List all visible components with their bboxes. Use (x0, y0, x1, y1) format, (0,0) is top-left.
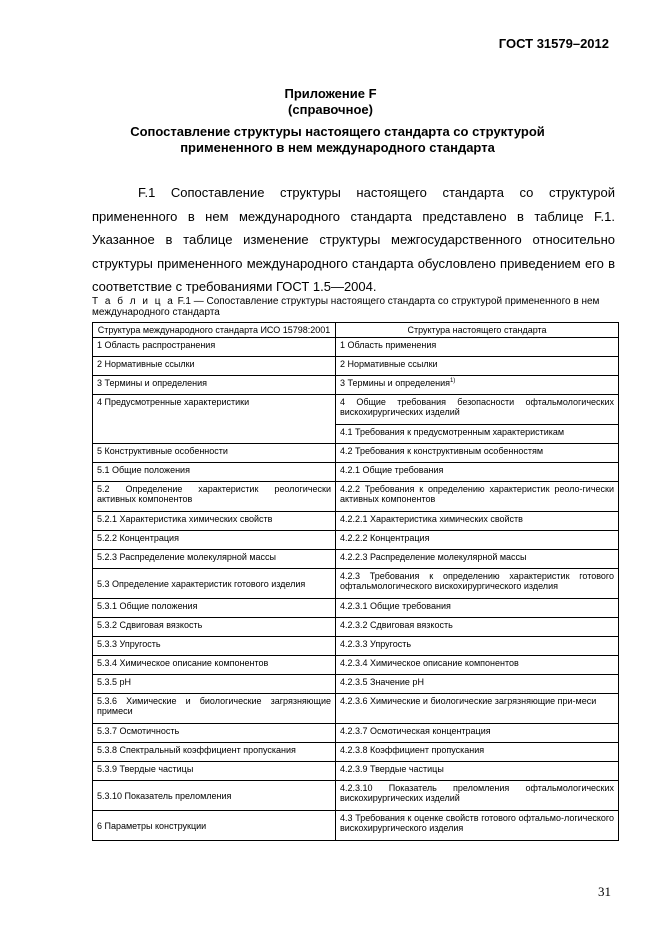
cell-iso: 4 Предусмотренные характеристики (93, 395, 336, 444)
table-row (93, 781, 619, 811)
table-caption (92, 296, 617, 318)
appendix-subtitle: (справочное) (288, 102, 373, 117)
cell-iso: 5.3.5 pH (93, 675, 336, 694)
table-row (93, 482, 619, 512)
cell-gost: 4.3 Требования к оценке свойств готового офтальмо-логического вискохирургического изделия (336, 811, 619, 841)
section-title-line2: примененного в нем международного стандарта (180, 140, 495, 155)
table-row (93, 463, 619, 482)
table-row (93, 599, 619, 618)
table-row (93, 694, 619, 724)
table-row (93, 376, 619, 395)
section-title (60, 124, 615, 156)
cell-gost: 4.2.3.3 Упругость (336, 637, 619, 656)
cell-gost: 4.2.2.1 Характеристика химических свойств (336, 512, 619, 531)
caption-label: Т а б л и ц а (92, 296, 175, 307)
cell-iso: 5.3.3 Упругость (93, 637, 336, 656)
cell-gost: 4 Общие требования безопасности офтальмологических вискохирургических изделий (336, 395, 619, 425)
table-row (93, 618, 619, 637)
cell-iso: 5.3.7 Осмотичность (93, 724, 336, 743)
cell-gost: 4.2.3.6 Химические и биологические загрязняющие при-меси (336, 694, 619, 724)
cell-gost: 4.2.3.9 Твердые частицы (336, 762, 619, 781)
cell-gost: 4.2.3.2 Сдвиговая вязкость (336, 618, 619, 637)
cell-iso: 5.2.2 Концентрация (93, 531, 336, 550)
cell-gost: 4.2.3.1 Общие требования (336, 599, 619, 618)
caption-text: — Сопоставление структуры настоящего стандарта со структурой примененного в нем международного стандарта (92, 296, 600, 318)
table-row (93, 762, 619, 781)
cell-gost: 4.2.2.2 Концентрация (336, 531, 619, 550)
table-row (93, 512, 619, 531)
cell-iso: 6 Параметры конструкции (93, 811, 336, 841)
footnote-marker: 1) (449, 378, 456, 384)
cell-gost: 4.2.1 Общие требования (336, 463, 619, 482)
intro-paragraph (92, 181, 615, 299)
cell-gost (336, 376, 619, 395)
col-header-iso: Структура международного стандарта ИСО 15798:2001 (93, 323, 336, 338)
table-row (93, 675, 619, 694)
cell-gost: 4.2 Требования к конструктивным особенностям (336, 444, 619, 463)
cell-iso: 5.3.9 Твердые частицы (93, 762, 336, 781)
cell-iso: 5.2.3 Распределение молекулярной массы (93, 550, 336, 569)
table-row (93, 395, 619, 425)
cell-iso: 5.2.1 Характеристика химических свойств (93, 512, 336, 531)
table-row (93, 531, 619, 550)
cell-gost: 4.2.3.8 Коэффициент пропускания (336, 743, 619, 762)
table-row (93, 338, 619, 357)
cell-iso: 5.2 Определение характеристик реологически активных компонентов (93, 482, 336, 512)
cell-gost: 4.2.3.5 Значение pH (336, 675, 619, 694)
cell-iso: 1 Область распространения (93, 338, 336, 357)
intro-text: F.1 Сопоставление структуры настоящего стандарта со структурой примененного в нем международного стандарта представлено в таблице F.1. Указанное в таблице изменение структуры межгосударственного относительно структуры примененного международного стандарта обусловлено приведением его в соответствие с требованиями ГОСТ 1.5—2004. (92, 185, 615, 294)
caption-number: F.1 (177, 296, 191, 307)
cell-gost: 2 Нормативные ссылки (336, 357, 619, 376)
cell-gost: 4.2.2.3 Распределение молекулярной массы (336, 550, 619, 569)
cell-iso: 5.3.1 Общие положения (93, 599, 336, 618)
cell-iso: 5.1 Общие положения (93, 463, 336, 482)
table-row (93, 444, 619, 463)
cell-gost: 4.2.3 Требования к определению характеристик готового офтальмологического вискохирургического изделия (336, 569, 619, 599)
cell-iso: 5.3 Определение характеристик готового изделия (93, 569, 336, 599)
appendix-title: Приложение F (284, 86, 377, 101)
table-row (93, 637, 619, 656)
table-row (93, 569, 619, 599)
table-header-row (93, 323, 619, 338)
section-title-line1: Сопоставление структуры настоящего стандарта со структурой (130, 124, 545, 139)
page-number: 31 (598, 884, 611, 899)
table-row (93, 811, 619, 841)
cell-gost: 4.1 Требования к предусмотренным характеристикам (336, 425, 619, 444)
table-row (93, 724, 619, 743)
cell-iso: 5.3.10 Показатель преломления (93, 781, 336, 811)
cell-iso: 5.3.8 Спектральный коэффициент пропускания (93, 743, 336, 762)
cell-iso: 5.3.4 Химическое описание компонентов (93, 656, 336, 675)
cell-gost-text: 3 Термины и определения (340, 378, 450, 388)
cell-gost: 4.2.3.10 Показатель преломления офтальмологических вискохирургических изделий (336, 781, 619, 811)
cell-iso: 5.3.2 Сдвиговая вязкость (93, 618, 336, 637)
table-row (93, 357, 619, 376)
appendix-heading (0, 86, 661, 118)
cell-gost: 4.2.3.4 Химическое описание компонентов (336, 656, 619, 675)
cell-iso: 5.3.6 Химические и биологические загрязняющие примеси (93, 694, 336, 724)
table-row (93, 656, 619, 675)
cell-iso: 5 Конструктивные особенности (93, 444, 336, 463)
cell-gost: 1 Область применения (336, 338, 619, 357)
cell-gost: 4.2.2 Требования к определению характеристик реоло-гически активных компонентов (336, 482, 619, 512)
table-row (93, 550, 619, 569)
cell-gost: 4.2.3.7 Осмотическая концентрация (336, 724, 619, 743)
cell-iso: 2 Нормативные ссылки (93, 357, 336, 376)
col-header-gost: Структура настоящего стандарта (336, 323, 619, 338)
comparison-table (92, 322, 619, 841)
table-row (93, 743, 619, 762)
document-code: ГОСТ 31579–2012 (498, 36, 609, 51)
cell-iso: 3 Термины и определения (93, 376, 336, 395)
